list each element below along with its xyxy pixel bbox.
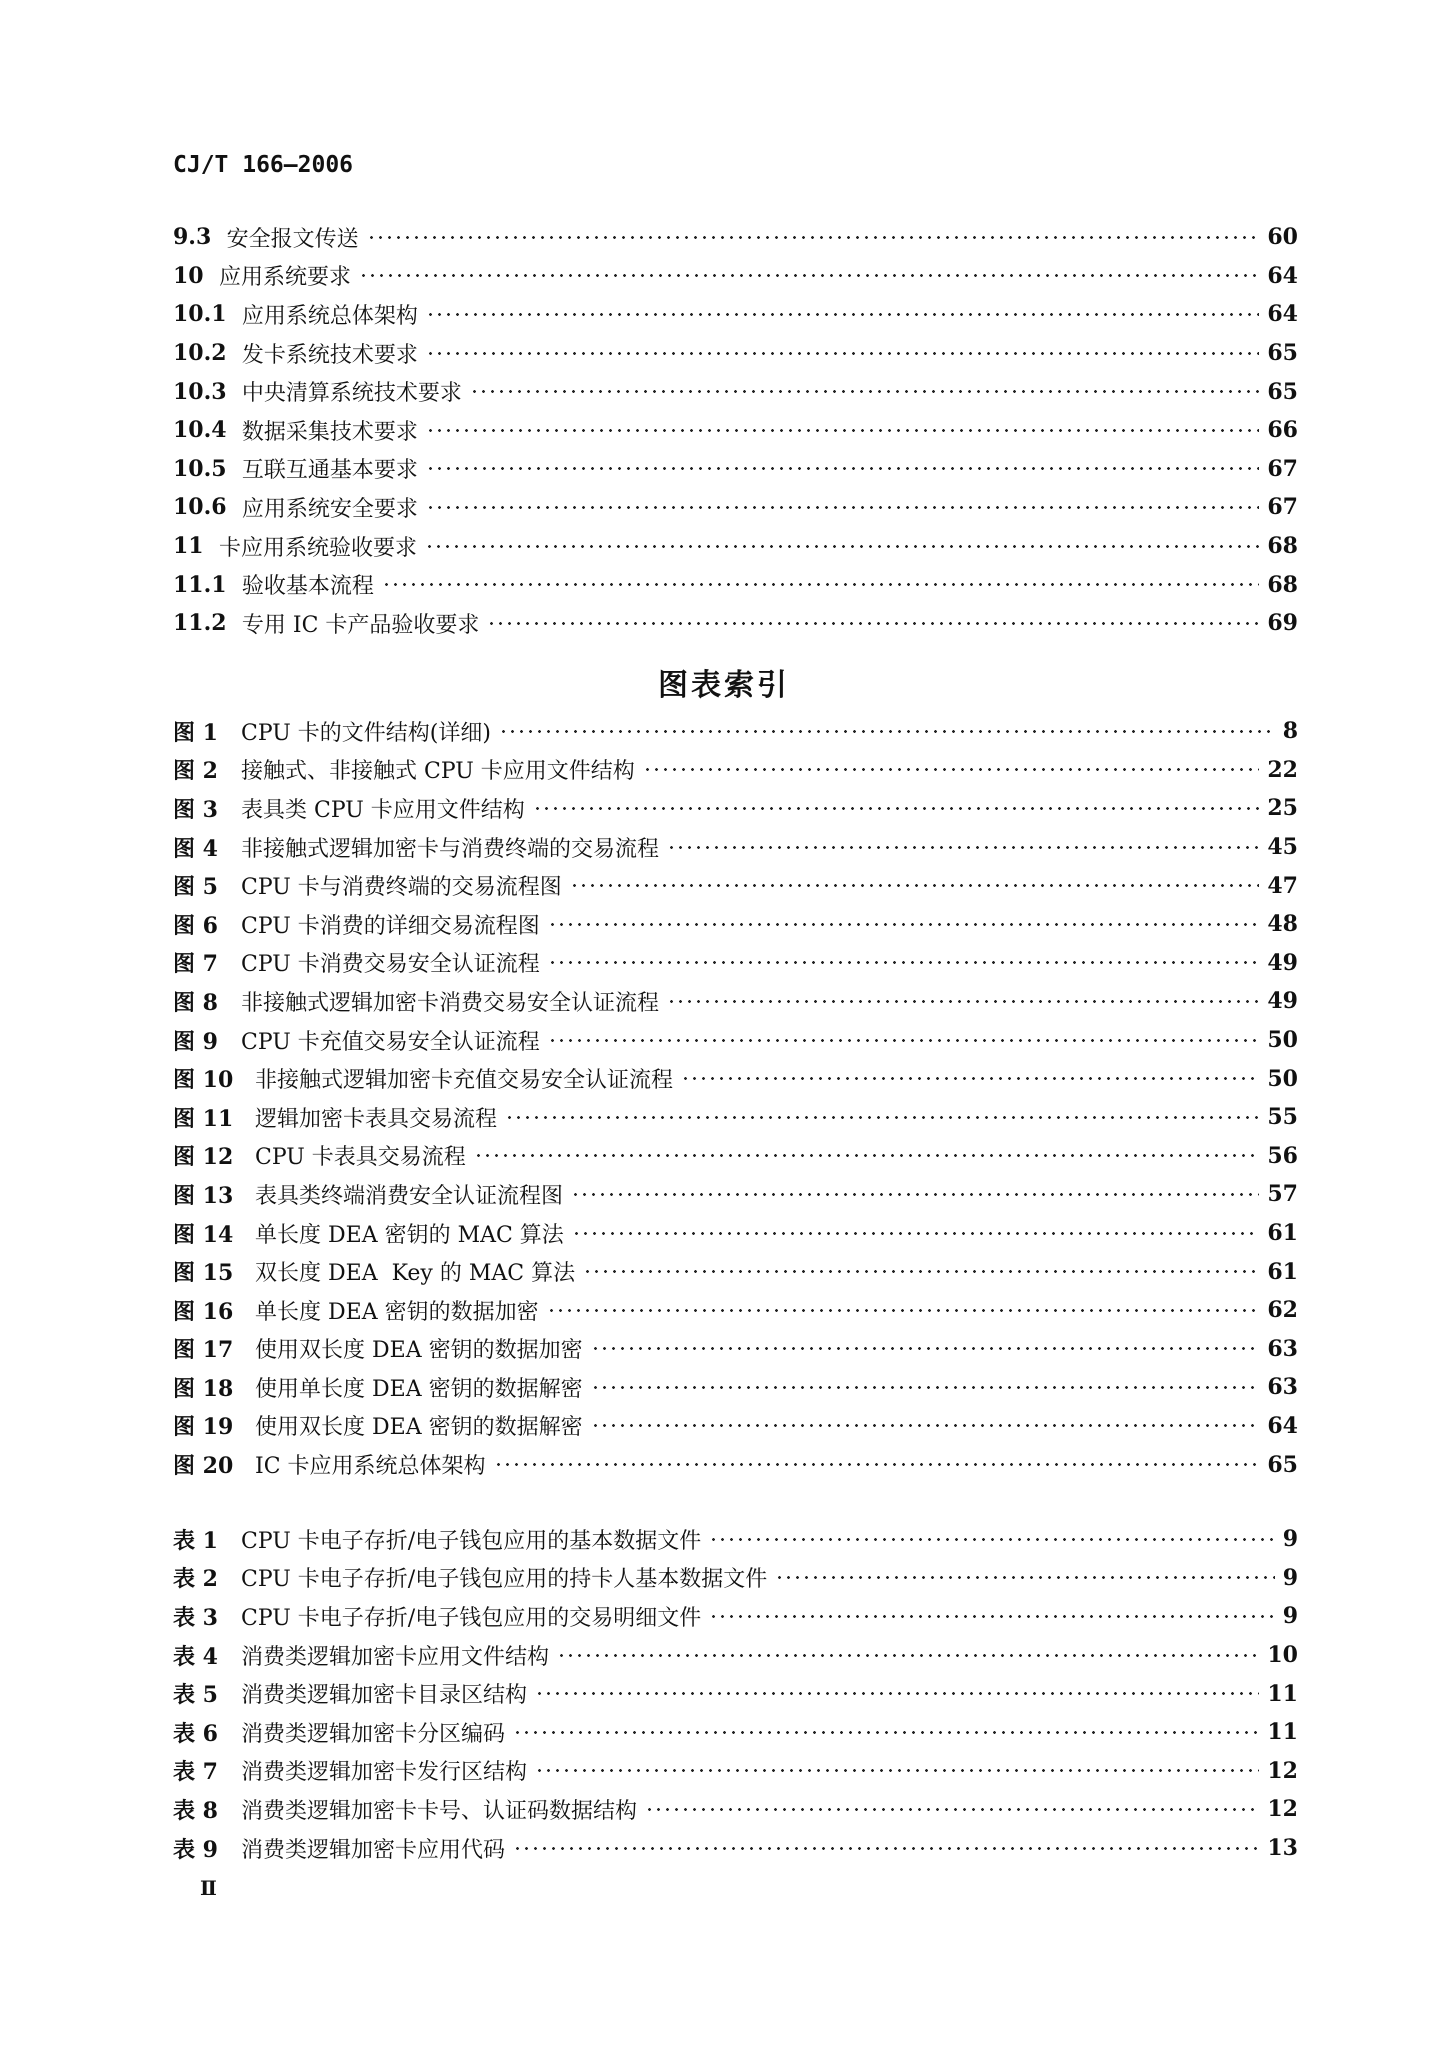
table-entry[interactable]	[173, 1752, 1298, 1791]
entry-number: 表 5	[173, 1682, 218, 1709]
entry-number: 表 9	[173, 1836, 218, 1863]
entry-title: 卡应用系统验收要求	[218, 535, 417, 561]
table-entry[interactable]	[173, 1520, 1298, 1559]
figure-entry[interactable]	[173, 944, 1298, 983]
dot-leader	[570, 884, 1260, 887]
entry-title: IC 卡应用系统总体架构	[255, 1454, 486, 1480]
entry-number: 图 18	[173, 1375, 234, 1402]
dot-leader	[681, 1077, 1259, 1080]
entry-page-number: 25	[1267, 795, 1298, 822]
figure-entry[interactable]	[173, 751, 1298, 790]
dot-leader	[426, 429, 1259, 432]
entry-title: CPU 卡电子存折/电子钱包应用的基本数据文件	[241, 1528, 702, 1554]
entry-number: 图 4	[173, 835, 218, 862]
dot-leader	[505, 1116, 1259, 1119]
entry-title: 非接触式逻辑加密卡充值交易安全认证流程	[255, 1068, 674, 1094]
table-entry[interactable]	[173, 1713, 1298, 1752]
dot-leader	[591, 1347, 1260, 1350]
entry-number: 图 2	[173, 758, 218, 785]
entry-page-number: 50	[1267, 1065, 1298, 1092]
toc-list	[173, 218, 1298, 643]
entry-title: CPU 卡消费交易安全认证流程	[241, 952, 540, 978]
entry-page-number: 65	[1267, 378, 1298, 405]
entry-page-number: 68	[1267, 533, 1298, 560]
figure-entry[interactable]	[173, 789, 1298, 828]
entry-page-number: 22	[1267, 756, 1298, 783]
dot-leader	[426, 467, 1259, 470]
table-index-list	[173, 1520, 1298, 1867]
entry-title: 消费类逻辑加密卡分区编码	[241, 1721, 506, 1747]
table-entry[interactable]	[173, 1636, 1298, 1675]
entry-page-number: 63	[1267, 1374, 1298, 1401]
entry-number: 表 2	[173, 1566, 218, 1593]
dot-leader	[667, 1000, 1259, 1003]
dot-leader	[645, 1808, 1259, 1811]
entry-page-number: 10	[1267, 1642, 1298, 1669]
entry-page-number: 56	[1267, 1142, 1298, 1169]
entry-page-number: 9	[1282, 1603, 1298, 1630]
entry-page-number: 12	[1267, 1757, 1298, 1784]
dot-leader	[367, 236, 1260, 239]
entry-title: 应用系统总体架构	[241, 303, 418, 329]
entry-title: 消费类逻辑加密卡目录区结构	[241, 1683, 528, 1709]
table-entry[interactable]	[173, 1790, 1298, 1829]
entry-title: 数据采集技术要求	[241, 419, 418, 445]
entry-title: CPU 卡电子存折/电子钱包应用的交易明细文件	[241, 1605, 702, 1631]
entry-title: 逻辑加密卡表具交易流程	[255, 1106, 498, 1132]
dot-leader	[426, 506, 1259, 509]
entry-number: 图 12	[173, 1144, 234, 1171]
entry-page-number: 8	[1282, 718, 1298, 745]
entry-title: 消费类逻辑加密卡应用代码	[241, 1837, 506, 1863]
figure-entry[interactable]	[173, 1291, 1298, 1330]
figure-entry[interactable]	[173, 1175, 1298, 1214]
entry-number: 图 3	[173, 796, 218, 823]
toc-entry[interactable]	[173, 527, 1298, 566]
entry-number: 表 1	[173, 1527, 218, 1554]
toc-entry[interactable]	[173, 565, 1298, 604]
dot-leader	[591, 1424, 1260, 1427]
entry-number: 10.5	[173, 455, 242, 482]
toc-entry[interactable]	[173, 334, 1298, 373]
entry-title: 单长度 DEA 密钥的数据加密	[255, 1299, 539, 1325]
figure-entry[interactable]	[173, 982, 1298, 1021]
entry-page-number: 9	[1282, 1526, 1298, 1553]
dot-leader	[591, 1386, 1260, 1389]
entry-number: 图 10	[173, 1067, 234, 1094]
toc-entry[interactable]	[173, 411, 1298, 450]
entry-page-number: 9	[1282, 1564, 1298, 1591]
entry-number: 图 1	[173, 719, 218, 746]
entry-page-number: 11	[1267, 1719, 1298, 1746]
entry-number: 图 7	[173, 951, 218, 978]
entry-title: 表具类终端消费安全认证流程图	[255, 1183, 564, 1209]
figure-index-list	[173, 712, 1298, 1484]
dot-leader	[426, 352, 1259, 355]
toc-entry[interactable]	[173, 295, 1298, 334]
toc-entry[interactable]	[173, 257, 1298, 296]
entry-page-number: 64	[1267, 262, 1298, 289]
entry-title: 表具类 CPU 卡应用文件结构	[241, 797, 525, 823]
entry-number: 图 15	[173, 1260, 234, 1287]
dot-leader	[535, 1769, 1259, 1772]
entry-page-number: 63	[1267, 1335, 1298, 1362]
entry-page-number: 49	[1267, 988, 1298, 1015]
entry-number: 表 3	[173, 1604, 218, 1631]
entry-title: 接触式、非接触式 CPU 卡应用文件结构	[241, 759, 635, 785]
entry-number: 图 11	[173, 1105, 234, 1132]
entry-number: 表 7	[173, 1759, 218, 1786]
entry-page-number: 62	[1267, 1297, 1298, 1324]
entry-title: 非接触式逻辑加密卡消费交易安全认证流程	[241, 990, 660, 1016]
entry-number: 11	[173, 533, 219, 560]
dot-leader	[425, 545, 1259, 548]
dot-leader	[572, 1232, 1260, 1235]
entry-title: 非接触式逻辑加密卡与消费终端的交易流程	[241, 836, 660, 862]
entry-number: 表 4	[173, 1643, 218, 1670]
entry-page-number: 48	[1267, 911, 1298, 938]
entry-title: 应用系统要求	[218, 265, 351, 291]
dot-leader	[571, 1193, 1259, 1196]
entry-title: CPU 卡表具交易流程	[255, 1145, 466, 1171]
entry-number: 表 6	[173, 1720, 218, 1747]
figure-entry[interactable]	[173, 1098, 1298, 1137]
entry-number: 11.1	[173, 571, 242, 598]
figure-entry[interactable]	[173, 905, 1298, 944]
entry-page-number: 13	[1267, 1835, 1298, 1862]
entry-title: 应用系统安全要求	[241, 496, 418, 522]
figure-entry[interactable]	[173, 1445, 1298, 1484]
dot-leader	[470, 390, 1259, 393]
dot-leader	[533, 807, 1260, 810]
figure-entry[interactable]	[173, 1330, 1298, 1369]
entry-title: 安全报文传送	[226, 226, 359, 252]
entry-number: 10	[173, 262, 219, 289]
toc-entry[interactable]	[173, 604, 1298, 643]
dot-leader	[499, 730, 1275, 733]
entry-number: 9.3	[173, 224, 227, 251]
entry-page-number: 61	[1267, 1220, 1298, 1247]
figure-entry[interactable]	[173, 1137, 1298, 1176]
entry-number: 图 13	[173, 1182, 234, 1209]
dot-leader	[513, 1731, 1259, 1734]
entry-page-number: 66	[1267, 417, 1298, 444]
entry-number: 图 5	[173, 874, 218, 901]
figure-entry[interactable]	[173, 1368, 1298, 1407]
toc-entry[interactable]	[173, 450, 1298, 489]
dot-leader	[547, 1309, 1260, 1312]
entry-page-number: 61	[1267, 1258, 1298, 1285]
standard-number: CJ/T 166—2006	[173, 152, 354, 178]
dot-leader	[548, 961, 1260, 964]
dot-leader	[643, 768, 1260, 771]
dot-leader	[709, 1538, 1274, 1541]
entry-title: CPU 卡充值交易安全认证流程	[241, 1029, 540, 1055]
dot-leader	[535, 1692, 1259, 1695]
entry-page-number: 67	[1267, 455, 1298, 482]
dot-leader	[583, 1270, 1259, 1273]
entry-page-number: 50	[1267, 1027, 1298, 1054]
entry-number: 10.3	[173, 378, 242, 405]
dot-leader	[667, 846, 1259, 849]
figure-entry[interactable]	[173, 866, 1298, 905]
entry-title: CPU 卡与消费终端的交易流程图	[241, 875, 562, 901]
dot-leader	[494, 1463, 1260, 1466]
entry-page-number: 69	[1267, 610, 1298, 637]
entry-number: 图 17	[173, 1337, 234, 1364]
entry-page-number: 49	[1267, 949, 1298, 976]
entry-number: 图 8	[173, 989, 218, 1016]
figure-entry[interactable]	[173, 1059, 1298, 1098]
entry-title: CPU 卡电子存折/电子钱包应用的持卡人基本数据文件	[241, 1567, 768, 1593]
dot-leader	[709, 1615, 1274, 1618]
entry-page-number: 60	[1267, 224, 1298, 251]
dot-leader	[557, 1654, 1259, 1657]
entry-title: 使用双长度 DEA 密钥的数据加密	[255, 1338, 583, 1364]
toc-entry[interactable]	[173, 488, 1298, 527]
dot-leader	[513, 1847, 1259, 1850]
entry-page-number: 47	[1267, 872, 1298, 899]
figure-entry[interactable]	[173, 828, 1298, 867]
entry-number: 图 19	[173, 1414, 234, 1441]
entry-title: 使用双长度 DEA 密钥的数据解密	[255, 1415, 583, 1441]
entry-page-number: 68	[1267, 571, 1298, 598]
dot-leader	[474, 1154, 1260, 1157]
entry-number: 10.2	[173, 340, 242, 367]
entry-number: 表 8	[173, 1797, 218, 1824]
entry-page-number: 64	[1267, 301, 1298, 328]
entry-number: 图 14	[173, 1221, 234, 1248]
page-number: Ⅱ	[200, 1876, 217, 1900]
entry-title: 消费类逻辑加密卡发行区结构	[241, 1760, 528, 1786]
entry-page-number: 55	[1267, 1104, 1298, 1131]
toc-entry[interactable]	[173, 218, 1298, 257]
dot-leader	[382, 583, 1259, 586]
entry-page-number: 45	[1267, 834, 1298, 861]
dot-leader	[548, 1039, 1260, 1042]
table-entry[interactable]	[173, 1829, 1298, 1868]
entry-title: 验收基本流程	[241, 574, 374, 600]
table-entry[interactable]	[173, 1597, 1298, 1636]
entry-number: 图 16	[173, 1298, 234, 1325]
figure-entry[interactable]	[173, 1214, 1298, 1253]
dot-leader	[487, 622, 1259, 625]
entry-page-number: 57	[1267, 1181, 1298, 1208]
dot-leader	[426, 313, 1259, 316]
entry-title: CPU 卡消费的详细交易流程图	[241, 913, 540, 939]
entry-number: 图 20	[173, 1453, 234, 1480]
entry-number: 图 6	[173, 912, 218, 939]
entry-title: CPU 卡的文件结构(详细)	[241, 720, 491, 746]
entry-title: 消费类逻辑加密卡卡号、认证码数据结构	[241, 1798, 638, 1824]
dot-leader	[359, 274, 1259, 277]
table-entry[interactable]	[173, 1674, 1298, 1713]
entry-number: 10.4	[173, 417, 242, 444]
entry-number: 11.2	[173, 610, 242, 637]
entry-page-number: 11	[1267, 1680, 1298, 1707]
entry-number: 图 9	[173, 1028, 218, 1055]
entry-page-number: 64	[1267, 1412, 1298, 1439]
entry-title: 使用单长度 DEA 密钥的数据解密	[255, 1376, 583, 1402]
entry-page-number: 67	[1267, 494, 1298, 521]
entry-title: 单长度 DEA 密钥的 MAC 算法	[255, 1222, 564, 1248]
entry-page-number: 12	[1267, 1796, 1298, 1823]
figure-entry[interactable]	[173, 1407, 1298, 1446]
entry-title: 互联互通基本要求	[241, 458, 418, 484]
entry-title: 双长度 DEA Key 的 MAC 算法	[255, 1261, 576, 1287]
entry-page-number: 65	[1267, 340, 1298, 367]
figure-index-heading: 图表索引	[658, 668, 790, 703]
entry-title: 发卡系统技术要求	[241, 342, 418, 368]
entry-number: 10.6	[173, 494, 242, 521]
dot-leader	[775, 1576, 1274, 1579]
entry-title: 中央清算系统技术要求	[241, 381, 462, 407]
figure-entry[interactable]	[173, 712, 1298, 751]
entry-number: 10.1	[173, 301, 242, 328]
entry-title: 消费类逻辑加密卡应用文件结构	[241, 1644, 550, 1670]
dot-leader	[548, 923, 1260, 926]
toc-entry[interactable]	[173, 372, 1298, 411]
figure-entry[interactable]	[173, 1021, 1298, 1060]
figure-entry[interactable]	[173, 1252, 1298, 1291]
entry-page-number: 65	[1267, 1451, 1298, 1478]
entry-title: 专用 IC 卡产品验收要求	[241, 612, 480, 638]
table-entry[interactable]	[173, 1559, 1298, 1598]
